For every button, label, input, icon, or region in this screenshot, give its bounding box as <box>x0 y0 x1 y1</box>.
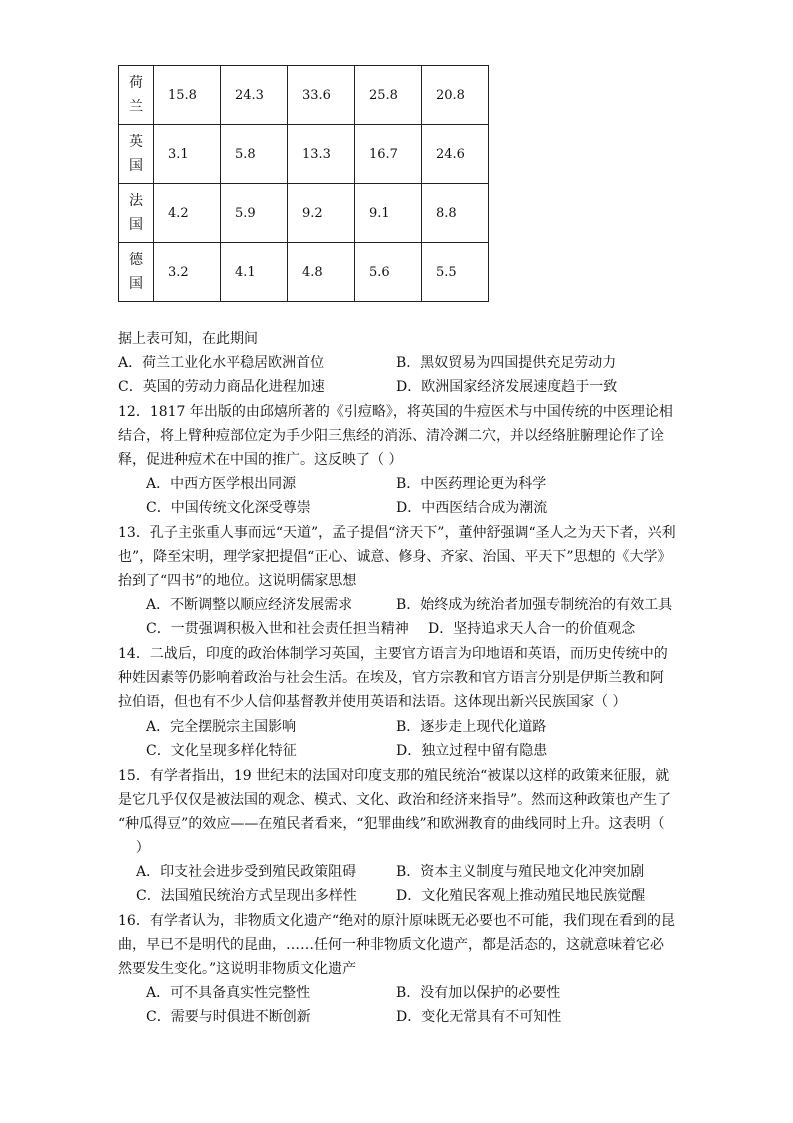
q16-option-c[interactable]: C．需要与时俱进不断创新 <box>146 1009 311 1025</box>
table-cell: 5.8 <box>221 125 288 184</box>
question-15-line: “种瓜得豆”的效应——在殖民者看来，“犯罪曲线”和欧洲教育的曲线同时上升。这表明（ <box>118 816 665 832</box>
question-14-line: 种姓因素等仍影响着政治与社会生活。在埃及，官方宗教和官方语言分别是伊斯兰教和阿 <box>118 670 664 686</box>
q11-option-a[interactable]: A．荷兰工业化水平稳居欧洲首位 <box>118 355 325 371</box>
table-row <box>119 184 489 243</box>
table-cell: 9.2 <box>288 184 355 243</box>
q13-option-b[interactable]: B．始终成为统治者加强专制统治的有效工具 <box>396 597 673 613</box>
table-cell: 4.2 <box>154 184 221 243</box>
q12-option-c[interactable]: C．中国传统文化深受尊崇 <box>146 500 311 516</box>
q15-option-c[interactable]: C．法国殖民统治方式呈现出多样性 <box>136 888 357 904</box>
row-header-char: 荷 <box>129 75 143 91</box>
q12-option-b[interactable]: B．中医药理论更为科学 <box>396 476 547 492</box>
table-cell: 5.5 <box>422 243 489 302</box>
question-14-line: 拉伯语，但也有不少人信仰基督教并使用英语和法语。这体现出新兴民族国家（ ） <box>118 694 627 710</box>
q15-option-d[interactable]: D．文化殖民客观上推动殖民地民族觉醒 <box>396 888 646 904</box>
question-15-line: 15．有学者指出，19 世纪末的法国对印度支那的殖民统治“被谋以这样的政策来征服，就 <box>118 768 670 784</box>
row-header-char: 英 <box>129 134 143 150</box>
q12-option-d[interactable]: D．中西医结合成为潮流 <box>396 500 548 516</box>
table-cell: 9.1 <box>355 184 422 243</box>
q16-option-d[interactable]: D．变化无常具有不可知性 <box>396 1009 562 1025</box>
question-16-line: 16．有学者认为，非物质文化遗产“绝对的原汁原味既无必要也不可能，我们现在看到的昆 <box>118 913 675 929</box>
question-12-line: 12．1817 年出版的由邱熺所著的《引痘略》，将英国的牛痘医术与中国传统的中医理论相 <box>118 404 673 420</box>
q14-option-c[interactable]: C．文化呈现多样化特征 <box>146 743 297 759</box>
row-header-cell <box>119 243 154 302</box>
table-cell: 8.8 <box>422 184 489 243</box>
question-12-line: 结合，将上臂种痘部位定为手少阳三焦经的消泺、清冷渊二穴，并以经络脏腑理论作了诠 <box>118 428 664 444</box>
q13-option-c[interactable]: C．一贯强调积极入世和社会责任担当精神 <box>146 621 409 637</box>
question-13-line: 也”，降至宋明，理学家把提倡“正心、诚意、修身、齐家、治国、平天下”思想的《大学》 <box>118 549 672 565</box>
q16-option-a[interactable]: A．可不具备真实性完整性 <box>146 985 311 1001</box>
row-header-cell <box>119 66 154 125</box>
row-header-cell <box>119 184 154 243</box>
table-cell: 4.1 <box>221 243 288 302</box>
q13-option-a[interactable]: A．不断调整以顺应经济发展需求 <box>146 597 353 613</box>
table-cell: 3.2 <box>154 243 221 302</box>
table-row <box>119 66 489 125</box>
table-cell: 13.3 <box>288 125 355 184</box>
table-cell: 16.7 <box>355 125 422 184</box>
row-header-char: 德 <box>129 252 143 268</box>
q15-option-b[interactable]: B．资本主义制度与殖民地文化冲突加剧 <box>396 864 645 880</box>
table-cell: 20.8 <box>422 66 489 125</box>
row-header-char: 国 <box>129 276 143 292</box>
question-15-line: ） <box>118 840 150 856</box>
q15-option-a[interactable]: A．印支社会进步受到殖民政策阻碍 <box>136 864 357 880</box>
question-14-line: 14．二战后，印度的政治体制学习英国，主要官方语言为印地语和英语，而历史传统中的 <box>118 646 668 662</box>
question-15-line: 是它几乎仅仅是被法国的观念、模式、文化、政治和经济来指导”。然而这种政策也产生了 <box>118 792 672 808</box>
q14-option-d[interactable]: D．独立过程中留有隐患 <box>396 743 548 759</box>
table-cell: 24.6 <box>422 125 489 184</box>
question-12-line: 释，促进种痘术在中国的推广。这反映了（ ） <box>118 452 403 468</box>
q14-option-a[interactable]: A．完全摆脱宗主国影响 <box>146 719 297 735</box>
table-cell: 15.8 <box>154 66 221 125</box>
table-row <box>119 243 489 302</box>
q11-option-c[interactable]: C．英国的劳动力商品化进程加速 <box>118 379 325 395</box>
table-cell: 3.1 <box>154 125 221 184</box>
row-header-char: 兰 <box>129 99 143 115</box>
table-row <box>119 125 489 184</box>
row-header-char: 国 <box>129 217 143 233</box>
question-13-line: 抬到了“四书”的地位。这说明儒家思想 <box>118 573 357 589</box>
row-header-char: 国 <box>129 158 143 174</box>
q11-option-d[interactable]: D．欧洲国家经济发展速度趋于一致 <box>396 379 618 395</box>
q12-option-a[interactable]: A．中西方医学根出同源 <box>146 476 297 492</box>
table-cell: 4.8 <box>288 243 355 302</box>
question-11-stem: 据上表可知，在此期间 <box>118 331 258 347</box>
q13-option-d[interactable]: D．坚持追求天人合一的价值观念 <box>428 621 636 637</box>
table-cell: 24.3 <box>221 66 288 125</box>
question-16-line: 然要发生变化。”这说明非物质文化遗产 <box>118 961 357 977</box>
q14-option-b[interactable]: B．逐步走上现代化道路 <box>396 719 547 735</box>
question-16-line: 曲，早已不是明代的昆曲，……任何一种非物质文化遗产，都是活态的，这就意味着它必 <box>118 937 664 953</box>
q11-option-b[interactable]: B．黑奴贸易为四国提供充足劳动力 <box>396 355 617 371</box>
question-13-line: 13．孔子主张重人事而远“天道”，孟子提倡“济天下”，董仲舒强调“圣人之为天下者，兴利 <box>118 525 676 541</box>
q16-option-b[interactable]: B．没有加以保护的必要性 <box>396 985 561 1001</box>
data-table <box>118 65 489 302</box>
table-cell: 33.6 <box>288 66 355 125</box>
table-cell: 5.9 <box>221 184 288 243</box>
row-header-char: 法 <box>129 193 143 209</box>
table-cell: 25.8 <box>355 66 422 125</box>
row-header-cell <box>119 125 154 184</box>
table-cell: 5.6 <box>355 243 422 302</box>
